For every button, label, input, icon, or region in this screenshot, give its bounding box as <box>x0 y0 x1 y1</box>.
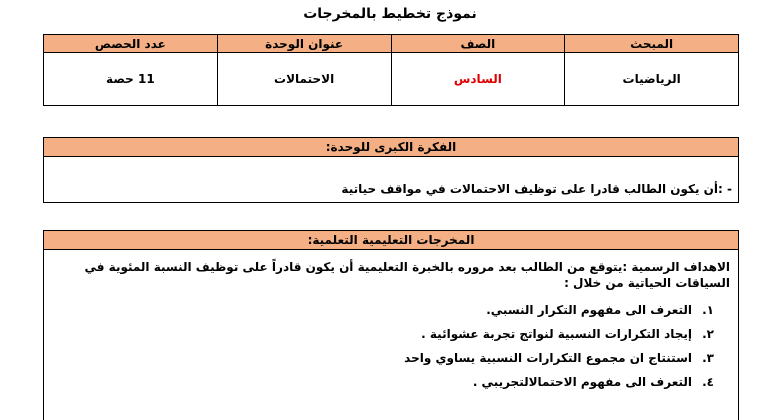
unit-info-table <box>43 34 739 106</box>
table-header-row <box>44 35 739 53</box>
item-text: التعرف الى مفهوم الاحتمالالتجريبي . <box>472 375 692 389</box>
subject-value: الرياضيات <box>565 53 739 106</box>
list-item <box>44 325 714 349</box>
learning-outcomes-heading: المخرجات التعليمية التعلمية: <box>44 231 738 250</box>
official-goals-intro: الاهداف الرسمية :يتوقع من الطالب بعد مروره بالخبرة التعليمية أن يكون قادراً على توظيف النسبة المئوية في السياقات الحياتية من خلال : <box>84 260 730 290</box>
item-text: إيجاد التكرارات النسبية لنواتج تجربة عشوائية . <box>421 327 692 341</box>
grade-value: السادس <box>391 53 565 106</box>
item-number: ٤. <box>702 375 714 389</box>
item-text: التعرف الى مفهوم التكرار النسبي. <box>486 303 692 317</box>
big-idea-text: - :أن يكون الطالب قادرا على توظيف الاحتمالات في مواقف حياتية <box>341 182 732 196</box>
subject-header: المبحث <box>565 35 739 53</box>
list-item <box>44 373 714 397</box>
unit-title-header: عنوان الوحدة <box>217 35 391 53</box>
learning-outcomes-section <box>43 230 739 420</box>
item-number: ٣. <box>702 351 714 365</box>
list-item <box>44 301 714 325</box>
list-item <box>44 349 714 373</box>
item-number: ١. <box>702 303 714 317</box>
item-number: ٢. <box>702 327 714 341</box>
unit-title-value: الاحتمالات <box>217 53 391 106</box>
big-idea-heading: الفكرة الكبرى للوحدة: <box>44 138 738 157</box>
grade-header: الصف <box>391 35 565 53</box>
page-title: نموذج تخطيط بالمخرجات <box>303 6 477 22</box>
item-text: استنتاج ان مجموع التكرارات النسبية يساوي واحد <box>404 351 692 365</box>
lessons-count-header: عدد الحصص <box>44 35 218 53</box>
outcomes-list <box>44 301 714 397</box>
table-row <box>44 53 739 106</box>
lessons-count-value: 11 حصة <box>44 53 218 106</box>
big-idea-section <box>43 137 739 203</box>
